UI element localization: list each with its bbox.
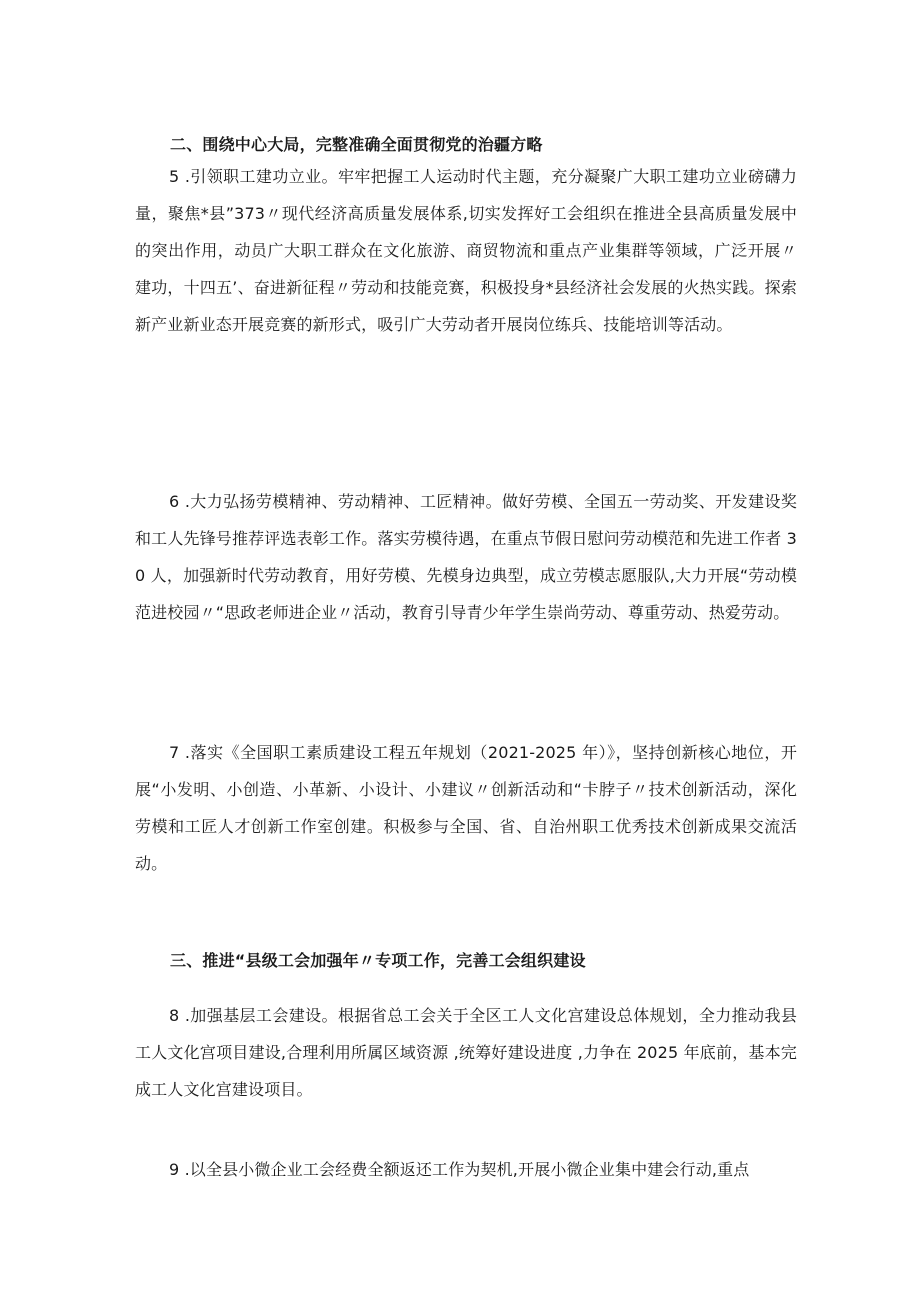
paragraph-item-7: 7 .落实《全国职工素质建设工程五年规划（2021-2025 年）》，坚持创新核心地位，开展“小发明、小创造、小革新、小设计、小建议〃创新活动和“卡脖子〃技术创新活动，深化劳模和工匠人才创新工作室创建。积极参与全国、省、自治州职工优秀技术创新成果交流活动。 [135,743,797,873]
paragraph-item-9: 9 .以全县小微企业工会经费全额返还工作为契机,开展小微企业集中建会行动,重点 [169,1160,750,1179]
paragraph-item-5: 5 .引领职工建功立业。牢牢把握工人运动时代主题，充分凝聚广大职工建功立业磅礴力量，聚焦*县”373〃现代经济高质量发展体系,切实发挥好工会组织在推进全县高质量发展中的突出作用，动员广大职工群众在文化旅游、商贸物流和重点产业集群等领域，广泛开展〃建功，十四五’、奋进新征程〃劳动和技能竞赛，积极投身*县经济社会发展的火热实践。探索新产业新业态开展竞赛的新形式，吸引广大劳动者开展岗位练兵、技能培训等活动。 [135,167,797,334]
section-heading: 三、推进“县级工会加强年〃专项工作，完善工会组织建设 [170,951,586,970]
paragraph-item-6: 6 .大力弘扬劳模精神、劳动精神、工匠精神。做好劳模、全国五一劳动奖、开发建设奖和工人先锋号推荐评选表彰工作。落实劳模待遇，在重点节假日慰问劳动模范和先进工作者 30 人，加强新时代劳动教育，用好劳模、先模身边典型，成立劳模志愿服队,大力开展“劳动模范进校园〃“思政老师进企业〃活动，教育引导青少年学生崇尚劳动、尊重劳动、热爱劳动。 [135,492,797,622]
section-heading: 二、围绕中心大局，完整准确全面贯彻党的治疆方略 [170,135,543,154]
paragraph-item-8: 8 .加强基层工会建设。根据省总工会关于全区工人文化宫建设总体规划，全力推动我县工人文化宫项目建设,合理利用所属区域资源 ,统筹好建设进度 ,力争在 2025 年底前，基本完成工人文化宫建设项目。 [135,1006,797,1099]
